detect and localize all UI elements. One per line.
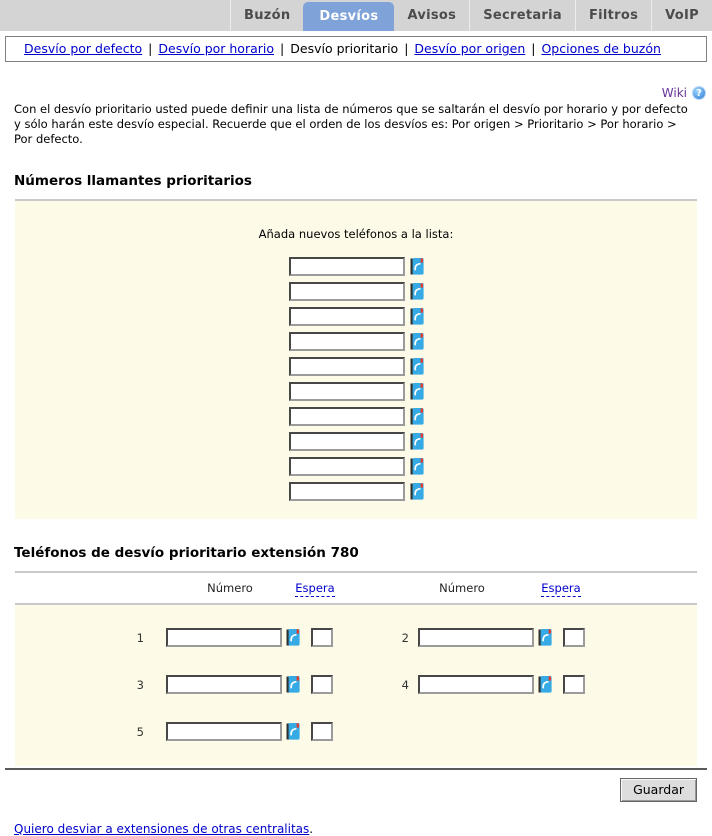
wait-tooltip-label[interactable]: Espera (541, 580, 581, 595)
add-numbers-label: Añada nuevos teléfonos a la lista: (258, 226, 454, 241)
column-header-wait (540, 581, 582, 595)
new-priority-number-input[interactable] (289, 332, 405, 351)
section1-title: Números llamantes prioritarios (14, 172, 252, 189)
forward-number-input[interactable] (418, 628, 534, 647)
forward-number-input[interactable] (418, 675, 534, 694)
nav-desvio-por-origen[interactable]: Desvío por origen (414, 41, 526, 56)
new-number-row (15, 407, 697, 426)
breadcrumb-separator: | (531, 41, 536, 56)
new-number-row (15, 482, 697, 501)
forward-numbers-panel (15, 605, 697, 766)
button-row (0, 778, 697, 802)
new-number-row (15, 457, 697, 476)
wait-seconds-input[interactable] (311, 628, 333, 647)
column-header-wait (294, 581, 336, 595)
forward-table-header (15, 573, 697, 603)
section2-title: Teléfonos de desvío prioritario extensión 780 (14, 544, 359, 561)
bottom-divider (5, 768, 707, 770)
phonebook-icon[interactable] (410, 408, 424, 425)
column-header-number: Número (439, 580, 485, 595)
phonebook-icon[interactable] (410, 358, 424, 375)
forward-number-input[interactable] (166, 722, 282, 741)
breadcrumb-separator: | (280, 41, 285, 56)
tab-desvios[interactable]: Desvíos (303, 2, 394, 31)
save-button[interactable]: Guardar (620, 778, 697, 802)
intro-text: Con el desvío prioritario usted puede definir una lista de números que se saltarán el desvío por horario y por defecto y sólo harán este desvío especial. Recuerde que el orden de los desvíos es: Por origen > Prioritario > Por horario > Por defecto. (14, 102, 688, 146)
new-priority-number-input[interactable] (289, 432, 405, 451)
new-priority-number-input[interactable] (289, 357, 405, 376)
new-number-row (15, 432, 697, 451)
phonebook-icon[interactable] (410, 433, 424, 450)
other-pbx-extensions-link[interactable]: Quiero desviar a extensiones de otras centralitas (14, 821, 310, 836)
phonebook-icon[interactable] (410, 383, 424, 400)
forward-number-cell (356, 618, 697, 658)
phonebook-icon[interactable] (410, 483, 424, 500)
breadcrumb-separator: | (148, 41, 153, 56)
row-index: 3 (136, 677, 144, 692)
phonebook-icon[interactable] (410, 258, 424, 275)
help-icon[interactable]: ? (692, 86, 706, 100)
nav-opciones-de-buzon[interactable]: Opciones de buzón (541, 41, 661, 56)
wait-seconds-input[interactable] (563, 675, 585, 694)
new-priority-number-input[interactable] (289, 457, 405, 476)
phonebook-icon[interactable] (286, 629, 300, 646)
new-number-row (15, 307, 697, 326)
nav-desvio-por-defecto[interactable]: Desvío por defecto (24, 41, 143, 56)
tab-secretaria[interactable]: Secretaria (469, 0, 575, 31)
new-number-row (15, 357, 697, 376)
new-priority-number-input[interactable] (289, 382, 405, 401)
nav-desvio-prioritario: Desvío prioritario (290, 41, 399, 56)
wiki-link[interactable]: Wiki (661, 86, 687, 100)
forward-numbers-grid (15, 618, 697, 752)
phonebook-icon[interactable] (410, 283, 424, 300)
wiki-help-row (0, 86, 706, 100)
tab-voip[interactable]: VoIP (651, 0, 712, 31)
breadcrumb-separator: | (404, 41, 409, 56)
nav-desvio-por-horario[interactable]: Desvío por horario (158, 41, 275, 56)
phonebook-icon[interactable] (410, 333, 424, 350)
breadcrumb (5, 36, 707, 62)
phonebook-icon[interactable] (410, 308, 424, 325)
phonebook-icon[interactable] (410, 458, 424, 475)
new-number-row (15, 282, 697, 301)
forward-number-cell (15, 665, 356, 705)
footer-period: . (309, 821, 314, 836)
phonebook-icon[interactable] (286, 723, 300, 740)
top-tab-bar (0, 0, 712, 31)
new-numbers-panel (15, 201, 697, 519)
footer (14, 822, 712, 836)
new-number-row (15, 382, 697, 401)
new-priority-number-input[interactable] (289, 482, 405, 501)
new-priority-number-input[interactable] (289, 282, 405, 301)
tab-avisos[interactable]: Avisos (407, 8, 457, 23)
tab-filtros[interactable]: Filtros (575, 0, 651, 31)
wait-seconds-input[interactable] (311, 722, 333, 741)
forward-number-cell (356, 665, 697, 705)
row-index: 1 (136, 630, 144, 645)
phonebook-icon[interactable] (286, 676, 300, 693)
phonebook-icon[interactable] (538, 629, 552, 646)
phonebook-icon[interactable] (538, 676, 552, 693)
wait-seconds-input[interactable] (563, 628, 585, 647)
forward-number-cell (15, 618, 356, 658)
column-header-number: Número (207, 580, 253, 595)
row-index: 4 (401, 677, 409, 692)
new-number-row (15, 257, 697, 276)
row-index: 2 (401, 630, 409, 645)
new-priority-number-input[interactable] (289, 307, 405, 326)
forward-number-input[interactable] (166, 628, 282, 647)
tab-buzon[interactable]: Buzón (230, 0, 303, 31)
wait-tooltip-label[interactable]: Espera (295, 580, 335, 595)
wait-seconds-input[interactable] (311, 675, 333, 694)
row-index: 5 (136, 724, 144, 739)
forward-number-cell (15, 712, 356, 752)
new-number-row (15, 332, 697, 351)
new-priority-number-input[interactable] (289, 407, 405, 426)
forward-number-input[interactable] (166, 675, 282, 694)
new-priority-number-input[interactable] (289, 257, 405, 276)
